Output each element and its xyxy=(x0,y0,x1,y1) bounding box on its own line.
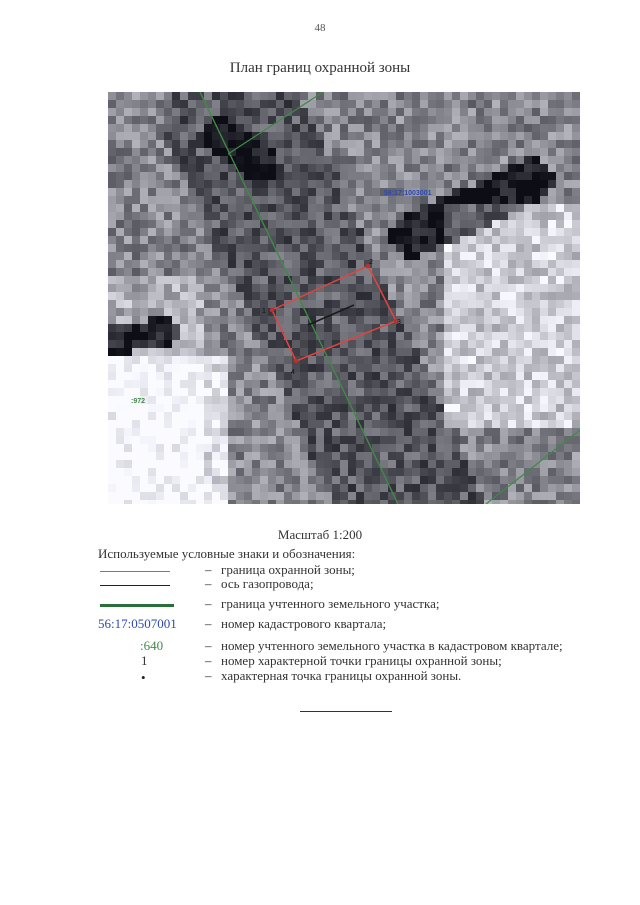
legend-dash: – xyxy=(205,668,212,683)
imagery-layer xyxy=(108,92,580,504)
satellite-map xyxy=(108,92,580,504)
legend-dash: – xyxy=(205,653,212,668)
legend-row-axis xyxy=(0,576,640,594)
legend-symbol-parcel-number: :640 xyxy=(140,638,164,653)
legend-text: граница учтенного земельного участка; xyxy=(221,596,440,611)
legend-title: Используемые условные знаки и обозначения: xyxy=(98,546,356,561)
legend-dash: – xyxy=(205,576,212,591)
legend-row-parcel-boundary xyxy=(0,596,640,614)
boundary-point-4-dot xyxy=(294,359,298,363)
legend-row-quarter-number xyxy=(0,616,640,634)
legend-symbol-green-line xyxy=(96,596,182,614)
legend-row-point-dot xyxy=(0,668,640,686)
legend-text: номер учтенного земельного участка в кадастровом квартале; xyxy=(221,638,563,653)
boundary-point-1-dot xyxy=(270,308,274,312)
footer-divider xyxy=(300,711,392,712)
boundary-point-4-label: 4 xyxy=(291,369,295,376)
legend-text: граница охранной зоны; xyxy=(221,562,355,577)
map-canvas xyxy=(108,92,580,504)
map-scale: Масштаб 1:200 xyxy=(277,527,363,542)
legend-symbol-point-number: 1 xyxy=(141,653,148,668)
legend-text: характерная точка границы охранной зоны. xyxy=(221,668,462,683)
legend-symbol-black-line xyxy=(96,576,182,594)
page-title: План границ охранной зоны xyxy=(229,60,411,76)
legend-text: номер характерной точки границы охранной зоны; xyxy=(221,653,502,668)
parcel-label: :972 xyxy=(131,398,146,405)
boundary-point-2-label: 2 xyxy=(369,259,373,266)
legend-dash: – xyxy=(205,616,212,631)
legend-symbol-quarter-number: 56:17:0507001 xyxy=(98,616,177,631)
boundary-point-3-label: 3 xyxy=(397,319,401,326)
legend-dash: – xyxy=(205,638,212,653)
page-number: 48 xyxy=(314,22,326,34)
legend-dash: – xyxy=(205,562,212,577)
legend-text: номер кадастрового квартала; xyxy=(221,616,387,631)
legend-text: ось газопровода; xyxy=(221,576,314,591)
legend-symbol-point-dot: • xyxy=(141,670,146,685)
legend-dash: – xyxy=(205,596,212,611)
quarter-label: 56:17:1003001 xyxy=(384,190,432,197)
boundary-point-1-label: 1 xyxy=(262,308,266,315)
